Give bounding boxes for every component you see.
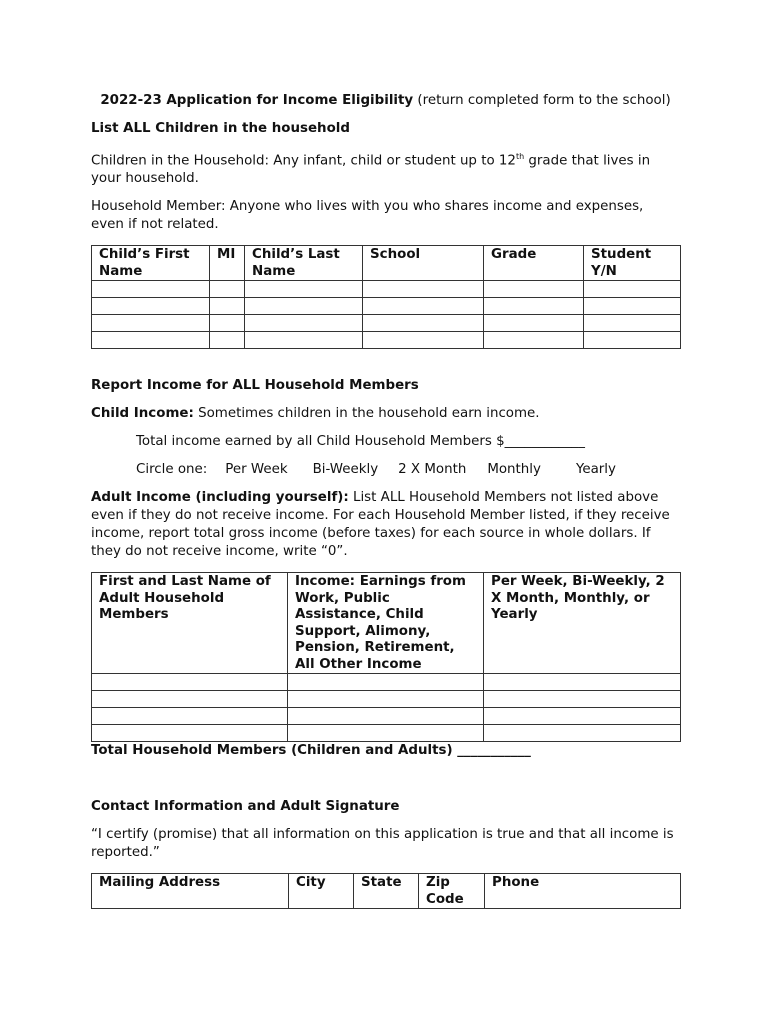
child-income-label: Child Income:	[91, 406, 194, 422]
form-title	[91, 92, 680, 110]
child-income-total-line: Total income earned by all Child Household Members $____________	[136, 434, 585, 450]
circle-one-label: Circle one:	[136, 462, 208, 478]
contact-table	[91, 873, 681, 909]
table-cell[interactable]	[484, 281, 584, 298]
children-table	[91, 245, 681, 349]
table-cell[interactable]	[92, 298, 210, 315]
header-last-name: Child’s Last Name	[245, 246, 363, 281]
children-definition	[91, 148, 680, 188]
total-household-members: Total Household Members (Children and Adults) ___________	[91, 743, 531, 759]
table-cell[interactable]	[92, 691, 288, 708]
table-row	[92, 315, 681, 332]
table-cell[interactable]	[363, 281, 484, 298]
table-cell[interactable]	[584, 315, 681, 332]
table-cell[interactable]	[210, 315, 245, 332]
table-cell[interactable]	[288, 674, 484, 691]
application-form	[91, 92, 680, 909]
child-income-text: Sometimes children in the household earn income.	[193, 406, 540, 422]
table-cell[interactable]	[484, 725, 681, 742]
table-row	[92, 281, 681, 298]
table-row	[92, 691, 681, 708]
table-cell[interactable]	[245, 281, 363, 298]
header-income-sources: Income: Earnings from Work, Public Assistance, Child Support, Alimony, Pension, Retirement, All Other Income	[288, 573, 484, 674]
table-cell[interactable]	[210, 298, 245, 315]
table-cell[interactable]	[363, 332, 484, 349]
header-grade: Grade	[484, 246, 584, 281]
header-mailing-address: Mailing Address	[92, 874, 289, 909]
adult-income-table	[91, 572, 681, 742]
table-cell[interactable]	[210, 332, 245, 349]
table-cell[interactable]	[484, 332, 584, 349]
header-mi: MI	[210, 246, 245, 281]
table-cell[interactable]	[92, 281, 210, 298]
form-title-bold: 2022-23 Application for Income Eligibility	[100, 93, 414, 108]
income-heading: Report Income for ALL Household Members	[91, 378, 419, 394]
table-cell[interactable]	[92, 725, 288, 742]
household-member-definition: Household Member: Anyone who lives with you who shares income and expenses, even if not related.	[91, 199, 644, 233]
table-cell[interactable]	[363, 298, 484, 315]
form-title-note: (return completed form to the school)	[413, 93, 671, 108]
adult-income-paragraph	[91, 489, 680, 561]
children-table-header	[92, 246, 681, 281]
table-row	[92, 725, 681, 742]
table-cell[interactable]	[210, 281, 245, 298]
contact-table-header	[92, 874, 681, 909]
table-cell[interactable]	[288, 708, 484, 725]
table-cell[interactable]	[484, 298, 584, 315]
adult-income-text: List ALL Household Members not listed above even if they do not receive income. For each Household Member listed, if they receive income, report total gross income (before taxes) for each source in whole dollars. If they do not receive income, write “0”.	[91, 490, 670, 560]
table-cell[interactable]	[584, 281, 681, 298]
table-cell[interactable]	[363, 315, 484, 332]
table-row	[92, 674, 681, 691]
table-cell[interactable]	[245, 315, 363, 332]
table-row	[92, 708, 681, 725]
table-row	[92, 332, 681, 349]
table-cell[interactable]	[92, 674, 288, 691]
table-cell[interactable]	[484, 708, 681, 725]
adult-income-label: Adult Income (including yourself):	[91, 490, 349, 506]
header-student-yn: Student Y/N	[584, 246, 681, 281]
children-heading: List ALL Children in the household	[91, 121, 350, 136]
table-cell[interactable]	[288, 725, 484, 742]
header-phone: Phone	[485, 874, 681, 909]
option-yearly[interactable]: Yearly	[575, 462, 616, 478]
option-monthly[interactable]: Monthly	[487, 462, 541, 478]
header-frequency: Per Week, Bi-Weekly, 2 X Month, Monthly, or Yearly	[484, 573, 681, 674]
table-cell[interactable]	[288, 691, 484, 708]
table-cell[interactable]	[484, 315, 584, 332]
child-income-paragraph	[91, 405, 680, 423]
adult-table-header	[92, 573, 681, 674]
contact-heading: Contact Information and Adult Signature	[91, 799, 400, 815]
table-cell[interactable]	[245, 332, 363, 349]
table-cell[interactable]	[92, 315, 210, 332]
certification-statement: “I certify (promise) that all information on this application is true and that all income is reported.”	[91, 827, 674, 861]
children-definition-end: grade that lives in your household.	[91, 153, 651, 187]
option-2x-month[interactable]: 2 X Month	[398, 462, 467, 478]
table-cell[interactable]	[245, 298, 363, 315]
header-school: School	[363, 246, 484, 281]
header-state: State	[354, 874, 419, 909]
table-cell[interactable]	[484, 674, 681, 691]
table-cell[interactable]	[484, 691, 681, 708]
option-bi-weekly[interactable]: Bi-Weekly	[312, 462, 379, 478]
table-cell[interactable]	[584, 298, 681, 315]
header-city: City	[289, 874, 354, 909]
table-cell[interactable]	[92, 708, 288, 725]
table-row	[92, 298, 681, 315]
header-zip-code: Zip Code	[419, 874, 485, 909]
header-adult-name: First and Last Name of Adult Household Members	[92, 573, 288, 674]
header-first-name: Child’s First Name	[92, 246, 210, 281]
option-per-week[interactable]: Per Week	[225, 462, 288, 478]
frequency-options	[91, 461, 680, 479]
ordinal-suffix: th	[515, 152, 525, 161]
table-cell[interactable]	[584, 332, 681, 349]
table-cell[interactable]	[92, 332, 210, 349]
children-definition-text: Children in the Household: Any infant, child or student up to 12	[91, 153, 516, 169]
